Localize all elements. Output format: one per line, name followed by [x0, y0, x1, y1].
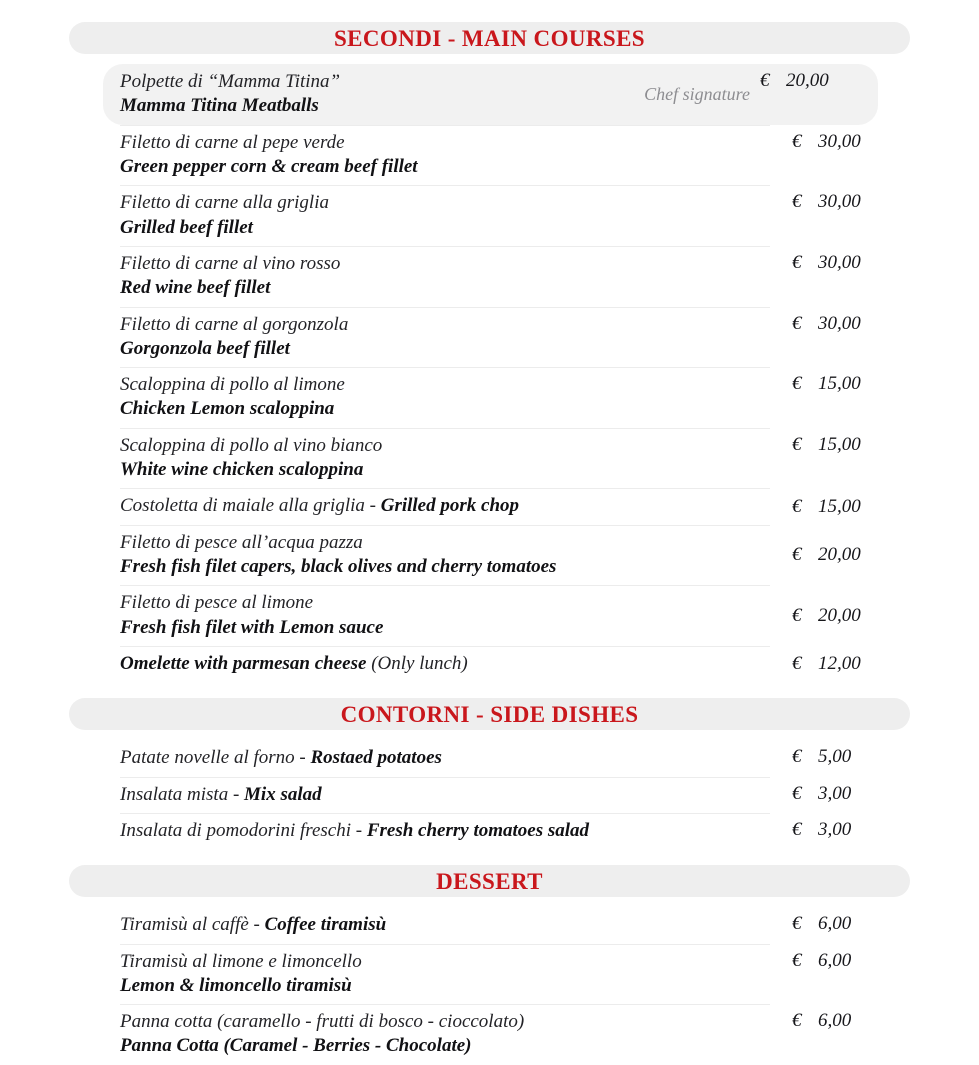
menu-sections — [0, 22, 979, 1065]
item-names — [103, 652, 792, 676]
price-value: 20,00 — [818, 544, 861, 565]
item-name-italian-text: Patate novelle al forno - — [120, 747, 311, 769]
price-value: 20,00 — [818, 604, 861, 626]
item-name-italian-text: Insalata di pomodorini freschi - — [120, 819, 367, 841]
item-name-english: Green pepper corn & cream beef fillet — [120, 155, 418, 177]
price-value: 6,00 — [818, 1010, 852, 1032]
item-price — [792, 653, 910, 675]
item-name-italian: Filetto di carne al gorgonzola — [120, 313, 349, 335]
currency-symbol: € — [792, 818, 802, 840]
currency-symbol: € — [792, 782, 802, 804]
item-price — [792, 950, 910, 972]
item-names — [103, 746, 792, 770]
item-names — [103, 494, 792, 518]
section-title: DESSERT — [436, 868, 543, 894]
item-name-italian — [120, 783, 792, 807]
item-names — [103, 819, 792, 843]
item-price — [792, 544, 910, 566]
menu-item — [103, 246, 910, 307]
item-names — [103, 313, 792, 362]
section-header-contorni — [69, 698, 910, 730]
price-value: 30,00 — [818, 251, 861, 273]
item-name-italian: Scaloppina di pollo al limone — [120, 374, 345, 396]
item-name-english: Mamma Titina Meatballs — [120, 95, 319, 117]
item-name-english-inline: Fresh cherry tomatoes salad — [366, 819, 590, 841]
item-name-english: Gorgonzola beef fillet — [120, 337, 290, 359]
item-price — [792, 252, 910, 274]
item-name-english: Red wine beef fillet — [120, 277, 271, 299]
menu-item — [103, 525, 910, 586]
item-price — [792, 131, 910, 153]
menu-item — [103, 585, 910, 646]
menu-item — [103, 488, 910, 524]
currency-symbol: € — [792, 604, 802, 626]
item-name-english-inline: Rostaed potatoes — [310, 747, 442, 769]
item-name-italian: Filetto di carne al pepe verde — [120, 131, 345, 153]
item-price — [792, 746, 910, 768]
currency-symbol: € — [792, 746, 802, 768]
menu-item — [103, 777, 910, 813]
top-spacer — [0, 0, 979, 22]
item-name-english — [120, 652, 792, 676]
item-name-italian: Tiramisù al limone e limoncello — [120, 950, 362, 972]
menu-item — [103, 740, 910, 776]
currency-symbol: € — [792, 312, 802, 334]
item-name-english: Panna Cotta (Caramel - Berries - Chocolate) — [120, 1035, 472, 1057]
section-spacer — [0, 849, 979, 865]
menu-item — [103, 944, 910, 1005]
item-price — [792, 373, 910, 395]
item-name-english: Lemon & limoncello tiramisù — [120, 974, 352, 996]
item-price — [792, 783, 910, 805]
currency-symbol: € — [792, 544, 802, 565]
item-names — [103, 783, 792, 807]
currency-symbol: € — [792, 1010, 802, 1032]
menu-item — [103, 907, 910, 943]
header-gap — [0, 730, 979, 740]
item-name-english: Chicken Lemon scaloppina — [120, 398, 335, 420]
price-value: 15,00 — [818, 495, 861, 517]
price-value: 6,00 — [818, 913, 852, 935]
item-price — [760, 70, 878, 92]
menu-item — [103, 1004, 910, 1065]
price-value: 3,00 — [818, 782, 852, 804]
currency-symbol: € — [792, 949, 802, 971]
item-name-italian: Panna cotta (caramello - frutti di bosco - cioccolato) — [120, 1011, 525, 1033]
item-price — [792, 496, 910, 518]
item-name-english-inline: Mix salad — [244, 783, 322, 805]
item-note-inline: (Only lunch) — [371, 652, 468, 674]
menu-item — [103, 367, 910, 428]
menu-item — [103, 428, 910, 489]
item-price — [792, 191, 910, 213]
price-value: 30,00 — [818, 191, 861, 213]
price-value: 20,00 — [786, 70, 829, 91]
item-name-english: Fresh fish filet capers, black olives and cherry tomatoes — [120, 556, 557, 577]
currency-symbol: € — [792, 373, 802, 395]
item-price — [792, 913, 910, 935]
currency-symbol: € — [792, 433, 802, 455]
item-list-secondi — [0, 64, 979, 682]
item-price — [792, 1010, 910, 1032]
section-title: CONTORNI - SIDE DISHES — [340, 701, 639, 727]
item-price — [792, 313, 910, 335]
item-names — [103, 70, 644, 119]
item-name-italian-text: Costoletta di maiale alla griglia - — [120, 495, 381, 517]
item-names — [103, 434, 792, 483]
currency-symbol: € — [792, 495, 802, 517]
currency-symbol: € — [792, 191, 802, 213]
item-names — [103, 531, 792, 580]
price-value: 6,00 — [818, 949, 852, 971]
item-name-english-inline: Grilled pork chop — [380, 495, 520, 517]
currency-symbol: € — [760, 70, 770, 91]
item-names — [103, 191, 792, 240]
item-name-italian-text: Tiramisù al caffè - — [120, 914, 265, 936]
price-value: 3,00 — [818, 818, 852, 840]
item-name-english: Fresh fish filet with Lemon sauce — [120, 616, 384, 638]
item-names — [103, 1010, 792, 1059]
header-gap — [0, 54, 979, 64]
item-note: Chef signature — [644, 83, 750, 104]
item-list-contorni — [0, 740, 979, 849]
currency-symbol: € — [792, 913, 802, 935]
item-names — [103, 131, 792, 180]
menu-item — [103, 813, 910, 849]
item-price — [792, 819, 910, 841]
currency-symbol: € — [792, 130, 802, 152]
item-name-italian: Filetto di carne al vino rosso — [120, 252, 341, 274]
item-name-italian: Filetto di pesce al limone — [120, 592, 314, 614]
menu-item — [103, 185, 910, 246]
menu-item — [103, 646, 910, 682]
item-name-italian-text: Insalata mista - — [120, 783, 245, 805]
item-names — [103, 373, 792, 422]
menu-item — [103, 64, 878, 125]
item-name-english-text: Omelette with parmesan cheese — [120, 652, 372, 674]
menu-item — [103, 307, 910, 368]
section-spacer — [0, 682, 979, 698]
item-name-italian: Filetto di pesce all’acqua pazza — [120, 531, 363, 553]
currency-symbol: € — [792, 653, 802, 675]
item-name-italian — [120, 913, 792, 937]
item-price — [792, 605, 910, 627]
item-name-italian: Polpette di “Mamma Titina” — [120, 71, 341, 92]
section-title: SECONDI - MAIN COURSES — [333, 25, 646, 51]
item-name-english-inline: Coffee tiramisù — [264, 914, 387, 936]
item-names — [103, 913, 792, 937]
item-list-dessert — [0, 907, 979, 1065]
item-name-italian — [120, 746, 792, 770]
item-names — [103, 252, 792, 301]
item-name-english: Grilled beef fillet — [120, 216, 253, 238]
item-name-italian — [120, 819, 792, 843]
item-names — [103, 950, 792, 999]
price-value: 5,00 — [818, 746, 852, 768]
section-header-secondi — [69, 22, 910, 54]
section-header-dessert — [69, 865, 910, 897]
item-name-italian: Filetto di carne alla griglia — [120, 192, 329, 214]
item-name-italian — [120, 494, 792, 518]
item-names — [103, 591, 792, 640]
menu-item — [103, 125, 910, 186]
price-value: 15,00 — [818, 373, 861, 395]
item-name-italian: Scaloppina di pollo al vino bianco — [120, 434, 383, 456]
header-gap — [0, 897, 979, 907]
price-value: 30,00 — [818, 312, 861, 334]
price-value: 30,00 — [818, 130, 861, 152]
item-name-english: White wine chicken scaloppina — [120, 459, 364, 481]
price-value: 12,00 — [818, 653, 861, 675]
price-value: 15,00 — [818, 433, 861, 455]
currency-symbol: € — [792, 251, 802, 273]
item-price — [792, 434, 910, 456]
